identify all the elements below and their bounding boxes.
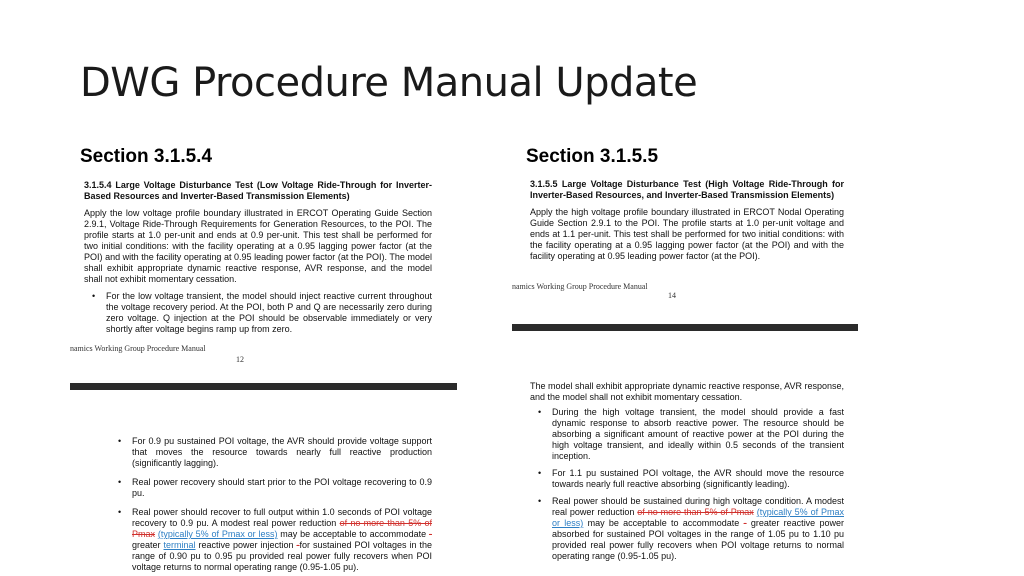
bullet-text: For 0.9 pu sustained POI voltage, the AVR should provide voltage support that moves the resource towards nearly full reactive production (significantly lagging). bbox=[132, 436, 432, 468]
document-excerpt-right-bottom bbox=[530, 381, 844, 562]
bullet-icon: • bbox=[118, 477, 122, 487]
deleted-text: - bbox=[296, 540, 300, 550]
page-break-bar-left bbox=[70, 383, 457, 390]
section-label-left: Section 3.1.5.4 bbox=[80, 146, 213, 167]
paragraph-3155: Apply the high voltage profile boundary illustrated in ERCOT Nodal Operating Guide Section 2.9.1 to the POI. The profile starts at 1.0 per-unit voltage and ends at 1.1 per-unit. This test shall be performed for two initial conditions: with the facility operating at a 0.95 lagging power factor (at the POI) and with the facility operating at 0.95 leading power factor (at the POI). bbox=[530, 207, 844, 261]
bullet-item bbox=[110, 436, 432, 469]
bullet-icon: • bbox=[118, 436, 122, 446]
bullet-text: Real power should recover to full output within 1.0 seconds of POI voltage recovery to 0.9 pu. A modest real power reduction bbox=[132, 507, 432, 528]
heading-3155: 3.1.5.5 Large Voltage Disturbance Test (High Voltage Ride-Through for Inverter-Based Resources, and Inverter-Based Transmission Elements) bbox=[530, 179, 844, 200]
bullet-item bbox=[110, 477, 432, 499]
inserted-text: (typically 5% of Pmax or less) bbox=[552, 507, 844, 528]
bullet-text: For the low voltage transient, the model should inject reactive current throughout the voltage recovery period. At the POI, both P and Q are necessarily zero during zero voltage. Q injection at the POI should be observable immediately or very shortly after voltage begins ramp up from zero. bbox=[106, 291, 432, 334]
bullet-icon: • bbox=[538, 496, 542, 506]
inserted-text: (typically 5% of Pmax or less) bbox=[157, 529, 278, 539]
bullet-item bbox=[530, 496, 844, 562]
bullet-text: for sustained POI voltages in the range of 0.90 pu to 0.95 pu provided real power fully recovers when POI voltage returns to normal operating range (0.95-1.05 pu). bbox=[132, 540, 432, 572]
bullet-text: may be acceptable to accommodate bbox=[583, 518, 744, 528]
slide-title: DWG Procedure Manual Update bbox=[80, 60, 698, 106]
bullet-icon: • bbox=[538, 407, 542, 417]
deleted-text: - bbox=[428, 529, 432, 539]
page-break-bar-right bbox=[512, 324, 858, 331]
bullet-icon: • bbox=[538, 468, 542, 478]
bullet-item bbox=[110, 507, 432, 573]
bullet-text: reactive power injection bbox=[195, 540, 297, 550]
bullet-item bbox=[530, 407, 844, 462]
bullet-text: Real power should be sustained during high voltage condition. A modest real power reduction bbox=[552, 496, 844, 517]
page-number-left: 12 bbox=[236, 355, 244, 364]
document-excerpt-right-top bbox=[530, 179, 844, 262]
bullet-item bbox=[84, 291, 432, 335]
bullet-text: During the high voltage transient, the model should provide a fast dynamic response to absorb reactive power. The resource should be absorbing a significant amount of reactive power at the POI during the high voltage transient, and ideally within 0.5 seconds of the transient inception. bbox=[552, 407, 844, 461]
bullet-icon: • bbox=[92, 291, 96, 301]
deleted-text: of no more than 5% of Pmax bbox=[637, 507, 754, 517]
heading-3154: 3.1.5.4 Large Voltage Disturbance Test (Low Voltage Ride-Through for Inverter-Based Resources and Inverter-Based Transmission Elements) bbox=[84, 180, 432, 201]
page-footer-left: namics Working Group Procedure Manual bbox=[70, 344, 206, 353]
bullet-text: For 1.1 pu sustained POI voltage, the AVR should move the resource towards nearly full reactive absorbing (significantly leading). bbox=[552, 468, 844, 489]
bullet-text: may be acceptable to accommodate bbox=[277, 529, 429, 539]
bullet-icon: • bbox=[118, 507, 122, 517]
bullet-item bbox=[530, 468, 844, 490]
deleted-text: of no more than 5% of Pmax bbox=[132, 518, 432, 539]
section-label-right: Section 3.1.5.5 bbox=[526, 146, 659, 167]
document-excerpt-left-top bbox=[84, 180, 432, 335]
bullet-text: Real power recovery should start prior to the POI voltage recovering to 0.9 pu. bbox=[132, 477, 432, 498]
page-number-right: 14 bbox=[668, 291, 676, 300]
bullet-text: greater bbox=[132, 540, 164, 550]
inserted-text: terminal bbox=[163, 540, 196, 550]
page-footer-right: namics Working Group Procedure Manual bbox=[512, 282, 648, 291]
paragraph-3154: Apply the low voltage profile boundary illustrated in ERCOT Operating Guide Section 2.9.1, Voltage Ride-Through Requirements for Generation Resources, to the POI. The profile starts at 1.0 per-unit and ends at 0.9 per-unit. This test shall be performed for two initial conditions: with the facility operating at a 0.95 lagging power factor (at the POI) and with the facility operating at 0.95 leading power factor (at the POI). The model shall exhibit appropriate dynamic reactive response, AVR response, and the model shall not exhibit momentary cessation. bbox=[84, 208, 432, 284]
paragraph-3155-continued: The model shall exhibit appropriate dynamic reactive response, AVR response, and the model shall not exhibit momentary cessation. bbox=[530, 381, 844, 402]
document-excerpt-left-bottom bbox=[110, 436, 432, 573]
bullet-text: greater reactive power absorbed for sustained POI voltages in the range of 1.05 pu to 1.10 pu provided real power fully recovers when POI voltage returns to normal operating range (0.95-1.05 pu). bbox=[552, 518, 844, 561]
deleted-text: - bbox=[743, 518, 747, 528]
